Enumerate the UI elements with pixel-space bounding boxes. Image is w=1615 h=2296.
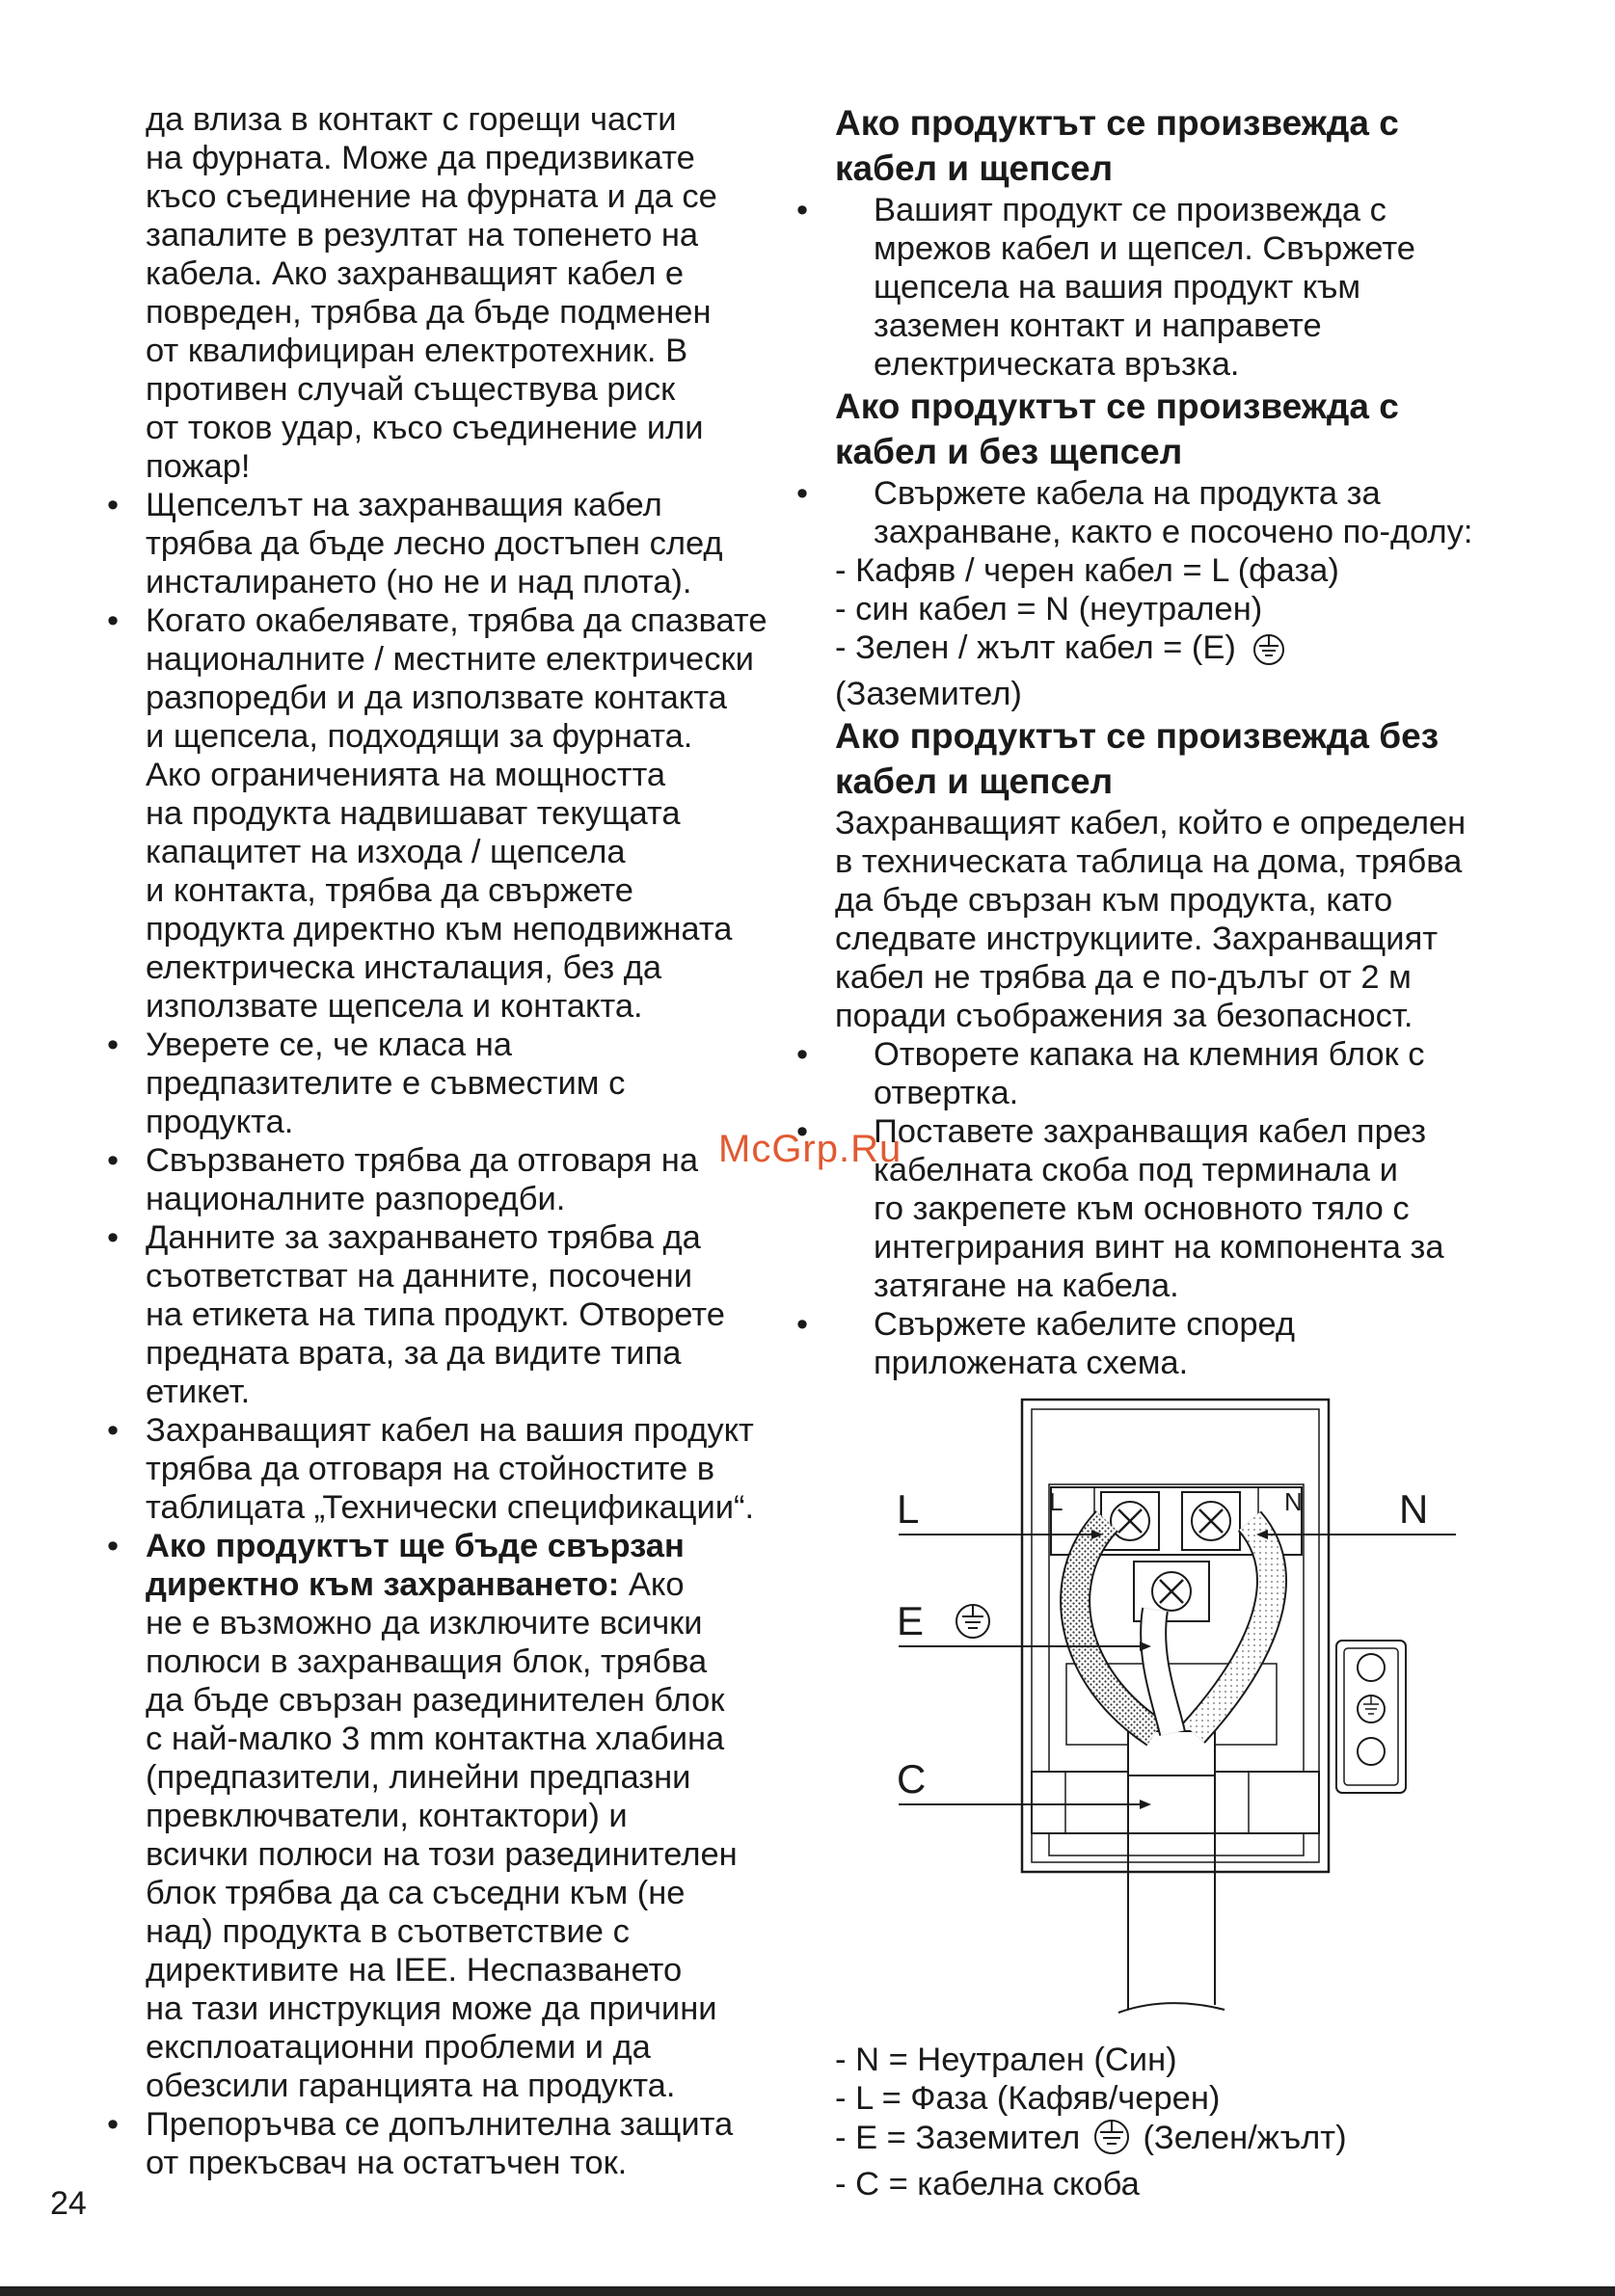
- bullet-line: трябва да бъде лесно достъпен след: [146, 525, 723, 562]
- bullet-line: • Свържете кабелите според: [874, 1306, 1296, 1343]
- side-socket-plate: [1336, 1641, 1406, 1793]
- bullet-line: предната врата, за да видите типа: [146, 1335, 682, 1372]
- intro-line: пожар!: [146, 448, 251, 485]
- bullet-line: щепсела на вашия продукт към: [874, 269, 1361, 306]
- bullet-line: от прекъсвач на остатъчен ток.: [146, 2145, 628, 2181]
- bullet-line: не е възможно да изключите всички: [146, 1605, 703, 1642]
- bullet-line: • Данните за захранването трябва да: [146, 1219, 701, 1256]
- intro-line: на фурната. Може да предизвикате: [146, 140, 695, 176]
- bullet-line: • Захранващият кабел на вашия продукт: [146, 1412, 754, 1449]
- bullet-line: • Отворете капака на клемния блок с: [874, 1036, 1425, 1073]
- bullet-line: [146, 1527, 782, 1565]
- bullet-line: на етикета на типа продукт. Отворете: [146, 1296, 725, 1333]
- para-line: поради съображения за безопасност.: [835, 998, 1413, 1034]
- bullet-line: експлоатационни проблеми и да: [146, 2029, 651, 2066]
- bullet-line: • Уверете се, че класа на: [146, 1027, 512, 1063]
- bullet-line: захранване, както е посочено по-долу:: [874, 514, 1473, 550]
- bullet-line: приложената схема.: [874, 1345, 1189, 1381]
- bullet-direct-connection: [146, 1527, 782, 2105]
- bullet-line: • Свържете кабела на продукта за: [874, 475, 1381, 512]
- wire-blue: - син кабел = N (неутрален): [835, 591, 1263, 627]
- bold-lead: директно към захранването:: [146, 1566, 620, 1603]
- heading-line: Ако продуктът се произвежда с: [835, 103, 1399, 143]
- section-heading: [835, 713, 1510, 804]
- bullet-line: националните разпоредби.: [146, 1181, 566, 1217]
- bullet-line: затягане на кабела.: [874, 1268, 1179, 1304]
- earth-icon: [1252, 633, 1285, 675]
- bullet-line: съответстват на данните, посочени: [146, 1258, 692, 1295]
- watermark: McGrp.Ru: [718, 1128, 902, 1170]
- bullet-line: • Свързването трябва да отговаря на: [146, 1142, 699, 1179]
- intro-line: късо съединение на фурната и да се: [146, 178, 717, 215]
- earth-icon: [1090, 2118, 1134, 2165]
- bullet-line: блок трябва да са съседни към (не: [146, 1875, 686, 1911]
- earth-caption: (Заземител): [835, 676, 1022, 712]
- bullet-line: и щепсела, подходящи за фурната.: [146, 718, 693, 755]
- bullet-line: превключватели, контактори) и: [146, 1798, 628, 1834]
- bullet-cable-and-plug: [835, 191, 1510, 384]
- bullet-line: таблицата „Технически спецификации“.: [146, 1489, 755, 1526]
- heading-line: Ако продуктът се произвежда с: [835, 387, 1399, 426]
- bullet-line: инсталирането (но не и над плота).: [146, 564, 692, 601]
- bullet-line: предпазителите е съвместим с: [146, 1065, 626, 1102]
- para-line: Захранващият кабел, който е определен: [835, 805, 1467, 841]
- bullet-line: продукта.: [146, 1104, 294, 1140]
- terminal-block-diagram: [887, 1388, 1485, 2019]
- terminal-label-n: N: [1284, 1487, 1303, 1516]
- legend-c: - C = кабелна скоба: [835, 2166, 1140, 2203]
- bullet-line: всички полюси на този разединителен: [146, 1836, 738, 1873]
- bullet-line: полюси в захранващия блок, трябва: [146, 1643, 708, 1680]
- bullet-line: над) продукта в съответствие с: [146, 1913, 630, 1950]
- bullet-line: • Щепселът на захранващия кабел: [146, 487, 662, 523]
- para-line: кабел не трябва да е по-дълъг от 2 м: [835, 959, 1412, 996]
- bullet-line: продукта директно към неподвижната: [146, 911, 733, 948]
- label-c: C: [897, 1756, 927, 1802]
- bullet-line: • Препоръчва се допълнителна защита: [146, 2106, 734, 2143]
- bullet-line: на продукта надвишават текущата: [146, 795, 681, 832]
- section-heading: [835, 100, 1510, 191]
- screw-n: [1182, 1492, 1240, 1550]
- legend-l: - L = Фаза (Кафяв/черен): [835, 2080, 1221, 2117]
- bullet-line: капацитет на изхода / щепсела: [146, 834, 626, 870]
- legend-e-color: (Зелен/жълт): [1143, 2120, 1347, 2156]
- bullet-line: националните / местните електрически: [146, 641, 754, 678]
- bullet-open-cover: [835, 1035, 1510, 1112]
- bullet-line: [146, 1565, 782, 1604]
- bullet-insert-cable: [835, 1112, 1510, 1305]
- bullet-line: • Поставете захранващия кабел през: [874, 1113, 1427, 1150]
- bullet-line: (предпазители, линейни предпазни: [146, 1759, 691, 1796]
- bullet-line: • Когато окабелявате, трябва да спазвате: [146, 602, 767, 639]
- bullet-line: използвате щепсела и контакта.: [146, 988, 643, 1025]
- heading-line: кабел и щепсел: [835, 761, 1114, 801]
- label-l: L: [897, 1486, 920, 1532]
- bullet-line: го закрепете към основното тяло с: [874, 1190, 1410, 1227]
- legend-n: - N = Неутрален (Син): [835, 2042, 1177, 2078]
- wire-brown: - Кафяв / черен кабел = L (фаза): [835, 552, 1339, 589]
- page-number: 24: [50, 2185, 87, 2222]
- bullet-line: • Вашият продукт се произвежда с: [874, 192, 1386, 228]
- intro-line: повреден, трябва да бъде подменен: [146, 294, 712, 331]
- bottom-rule: [0, 2286, 1615, 2296]
- intro-line: да влиза в контакт с горещи части: [146, 101, 677, 138]
- intro-line: противен случай съществува риск: [146, 371, 676, 408]
- right-column: [835, 100, 1510, 1382]
- para-line: в техническата таблица на дома, трябва: [835, 843, 1463, 880]
- bullet-line: трябва да отговаря на стойностите в: [146, 1451, 715, 1487]
- bullet-line: да бъде свързан разединителен блок: [146, 1682, 725, 1719]
- para-line: следвате инструкциите. Захранващият: [835, 921, 1439, 957]
- bullet-line: кабелната скоба под терминала и: [874, 1152, 1398, 1188]
- intro-line: кабела. Ако захранващият кабел е: [146, 255, 685, 292]
- bold-lead: Ако продуктът ще бъде свързан: [146, 1528, 685, 1564]
- bullet-line: Ако ограниченията на мощността: [146, 757, 666, 793]
- bullet-line: отвертка.: [874, 1075, 1019, 1111]
- bullet-line: електрическа инсталация, без да: [146, 949, 662, 986]
- bullet-cable-specs: [146, 1411, 782, 1527]
- wire-green-yellow-text: - Зелен / жълт кабел = (Е): [835, 629, 1236, 666]
- bullet-line: с най-малко 3 mm контактна хлабина: [146, 1721, 725, 1757]
- bullet-connect-per-scheme: [835, 1305, 1510, 1382]
- bullet-fuse-class: [146, 1026, 782, 1141]
- label-e: E: [897, 1598, 925, 1643]
- bullet-national-regulations: [146, 1141, 782, 1218]
- bullet-rcd: [146, 2105, 782, 2182]
- bullet-line: интегрирания винт на компонента за: [874, 1229, 1444, 1266]
- bullet-line: разпоредби и да използвате контакта: [146, 680, 727, 716]
- bullet-line: директивите на IEE. Неспазването: [146, 1952, 683, 1989]
- diagram-legend: [835, 2041, 1510, 2203]
- bullet-power-data: [146, 1218, 782, 1411]
- para-line: да бъде свързан към продукта, като: [835, 882, 1393, 919]
- bullet-line: мрежов кабел и щепсел. Свържете: [874, 230, 1415, 267]
- bullet-text: Ако: [619, 1566, 685, 1603]
- heading-line: кабел и щепсел: [835, 148, 1114, 188]
- bullet-line: и контакта, трябва да свържете: [146, 872, 633, 909]
- section-heading: [835, 384, 1510, 474]
- legend-e: [835, 2118, 1510, 2165]
- left-column: [146, 100, 782, 2182]
- bullet-connect-cable: [835, 474, 1510, 551]
- label-n: N: [1399, 1486, 1429, 1532]
- bullet-line: електрическата връзка.: [874, 346, 1240, 383]
- legend-e-text: - E = Заземител: [835, 2120, 1081, 2156]
- intro-line: запалите в резултат на топенето на: [146, 217, 699, 254]
- intro-line: от квалифициран електротехник. В: [146, 333, 688, 369]
- terminal-label-l: L: [1049, 1487, 1063, 1516]
- bullet-line: етикет.: [146, 1374, 251, 1410]
- bullet-plug-accessible: [146, 486, 782, 601]
- heading-line: Ако продуктът се произвежда без: [835, 716, 1440, 756]
- bullet-line: обезсили гаранцията на продукта.: [146, 2068, 676, 2104]
- wire-green-yellow: [835, 628, 1510, 675]
- intro-line: от токов удар, късо съединение или: [146, 410, 704, 446]
- earth-icon: [956, 1605, 989, 1638]
- bullet-wiring-regulations: [146, 601, 782, 1026]
- bullet-line: заземен контакт и направете: [874, 307, 1322, 344]
- bullet-line: на тази инструкция може да причини: [146, 1990, 717, 2027]
- heading-line: кабел и без щепсел: [835, 432, 1183, 471]
